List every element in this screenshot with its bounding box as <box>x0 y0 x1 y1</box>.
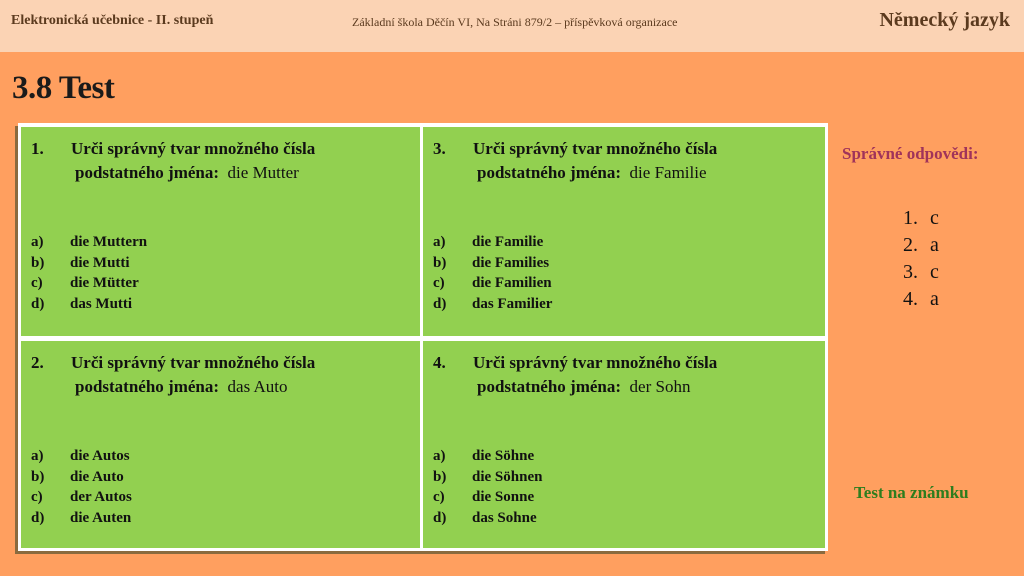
question-prompt <box>31 137 315 185</box>
option-letter: b) <box>433 468 447 485</box>
option-letter: b) <box>31 468 45 485</box>
option-text: die Familien <box>472 275 552 291</box>
option-b[interactable] <box>433 467 542 488</box>
option-letter: a) <box>31 448 44 464</box>
answer-number: 3. <box>903 261 918 283</box>
option-letter: c) <box>433 489 445 505</box>
option-letter: b) <box>31 254 45 271</box>
answer-number: 1. <box>903 207 918 229</box>
option-text: die Söhne <box>472 448 535 464</box>
option-d[interactable] <box>31 294 147 315</box>
answer-number: 2. <box>903 234 918 256</box>
option-letter: a) <box>31 234 44 250</box>
question-text-line2: podstatného jména: <box>75 377 220 396</box>
option-d[interactable] <box>433 508 542 529</box>
answer-value: c <box>930 207 939 229</box>
option-b[interactable] <box>31 253 147 274</box>
question-prompt <box>31 351 315 399</box>
answer-value: a <box>930 234 939 256</box>
option-text: die Mutti <box>70 254 130 271</box>
header-school-name: Základní škola Děčín VI, Na Stráni 879/2 – příspěvková organizace <box>352 15 678 29</box>
option-text: die Söhnen <box>472 468 543 485</box>
header-bar <box>0 0 1024 52</box>
option-text: das Mutti <box>70 295 133 312</box>
answer-number: 4. <box>903 288 918 310</box>
answer-item <box>903 205 939 232</box>
header-left-text: Elektronická učebnice - II. stupeň <box>11 13 214 28</box>
question-word: die Mutter <box>227 163 299 182</box>
header-subject: Německý jazyk <box>879 9 1010 31</box>
option-text: die Familie <box>472 234 544 250</box>
option-a[interactable] <box>433 446 542 467</box>
question-text-line1: Urči správný tvar množného čísla <box>71 353 316 372</box>
page-title: 3.8 Test <box>12 70 115 106</box>
answers-list <box>903 205 939 313</box>
answer-value: c <box>930 261 939 283</box>
question-text-line2: podstatného jména: <box>477 377 622 396</box>
option-text: das Sohne <box>472 509 537 526</box>
question-number: 4. <box>433 353 446 372</box>
answer-item <box>903 286 939 313</box>
option-c[interactable] <box>433 273 552 294</box>
answers-heading[interactable]: Správné odpovědi: <box>842 144 979 163</box>
question-grid <box>18 123 828 551</box>
option-a[interactable] <box>31 232 147 253</box>
option-c[interactable] <box>433 487 542 508</box>
option-letter: d) <box>31 295 45 312</box>
question-cell-3 <box>423 127 825 336</box>
option-letter: c) <box>433 275 445 291</box>
option-d[interactable] <box>31 508 132 529</box>
question-number: 1. <box>31 139 44 158</box>
option-c[interactable] <box>31 487 132 508</box>
option-text: die Mütter <box>70 275 139 291</box>
option-letter: a) <box>433 234 446 250</box>
option-letter: d) <box>433 295 447 312</box>
option-a[interactable] <box>31 446 132 467</box>
option-letter: a) <box>433 448 446 464</box>
question-word: das Auto <box>227 377 288 396</box>
option-text: die Families <box>472 254 550 271</box>
question-text-line2: podstatného jména: <box>477 163 622 182</box>
option-letter: c) <box>31 275 43 291</box>
option-letter: b) <box>433 254 447 271</box>
option-b[interactable] <box>433 253 552 274</box>
graded-test-link[interactable]: Test na známku <box>854 483 969 502</box>
option-a[interactable] <box>433 232 552 253</box>
option-letter: d) <box>433 509 447 526</box>
question-text-line1: Urči správný tvar množného čísla <box>473 353 718 372</box>
option-c[interactable] <box>31 273 147 294</box>
option-text: die Auto <box>70 468 124 485</box>
options-list <box>433 232 552 314</box>
option-text: die Autos <box>70 448 130 464</box>
option-letter: c) <box>31 489 43 505</box>
question-text-line2: podstatného jména: <box>75 163 220 182</box>
answer-item <box>903 232 939 259</box>
option-b[interactable] <box>31 467 132 488</box>
question-number: 3. <box>433 139 446 158</box>
options-list <box>31 232 147 314</box>
option-d[interactable] <box>433 294 552 315</box>
question-word: der Sohn <box>629 377 691 396</box>
option-text: der Autos <box>70 489 132 505</box>
question-cell-1 <box>21 127 420 336</box>
answer-value: a <box>930 288 939 310</box>
option-text: die Sonne <box>472 489 535 505</box>
question-cell-2 <box>21 341 420 548</box>
question-cell-4 <box>423 341 825 548</box>
answer-item <box>903 259 939 286</box>
options-list <box>31 446 132 528</box>
question-prompt <box>433 351 717 399</box>
options-list <box>433 446 542 528</box>
question-word: die Familie <box>629 163 707 182</box>
question-text-line1: Urči správný tvar množného čísla <box>71 139 316 158</box>
question-text-line1: Urči správný tvar množného čísla <box>473 139 718 158</box>
option-text: das Familier <box>472 295 553 312</box>
question-number: 2. <box>31 353 44 372</box>
option-text: die Muttern <box>70 234 148 250</box>
option-letter: d) <box>31 509 45 526</box>
question-prompt <box>433 137 717 185</box>
option-text: die Auten <box>70 509 132 526</box>
